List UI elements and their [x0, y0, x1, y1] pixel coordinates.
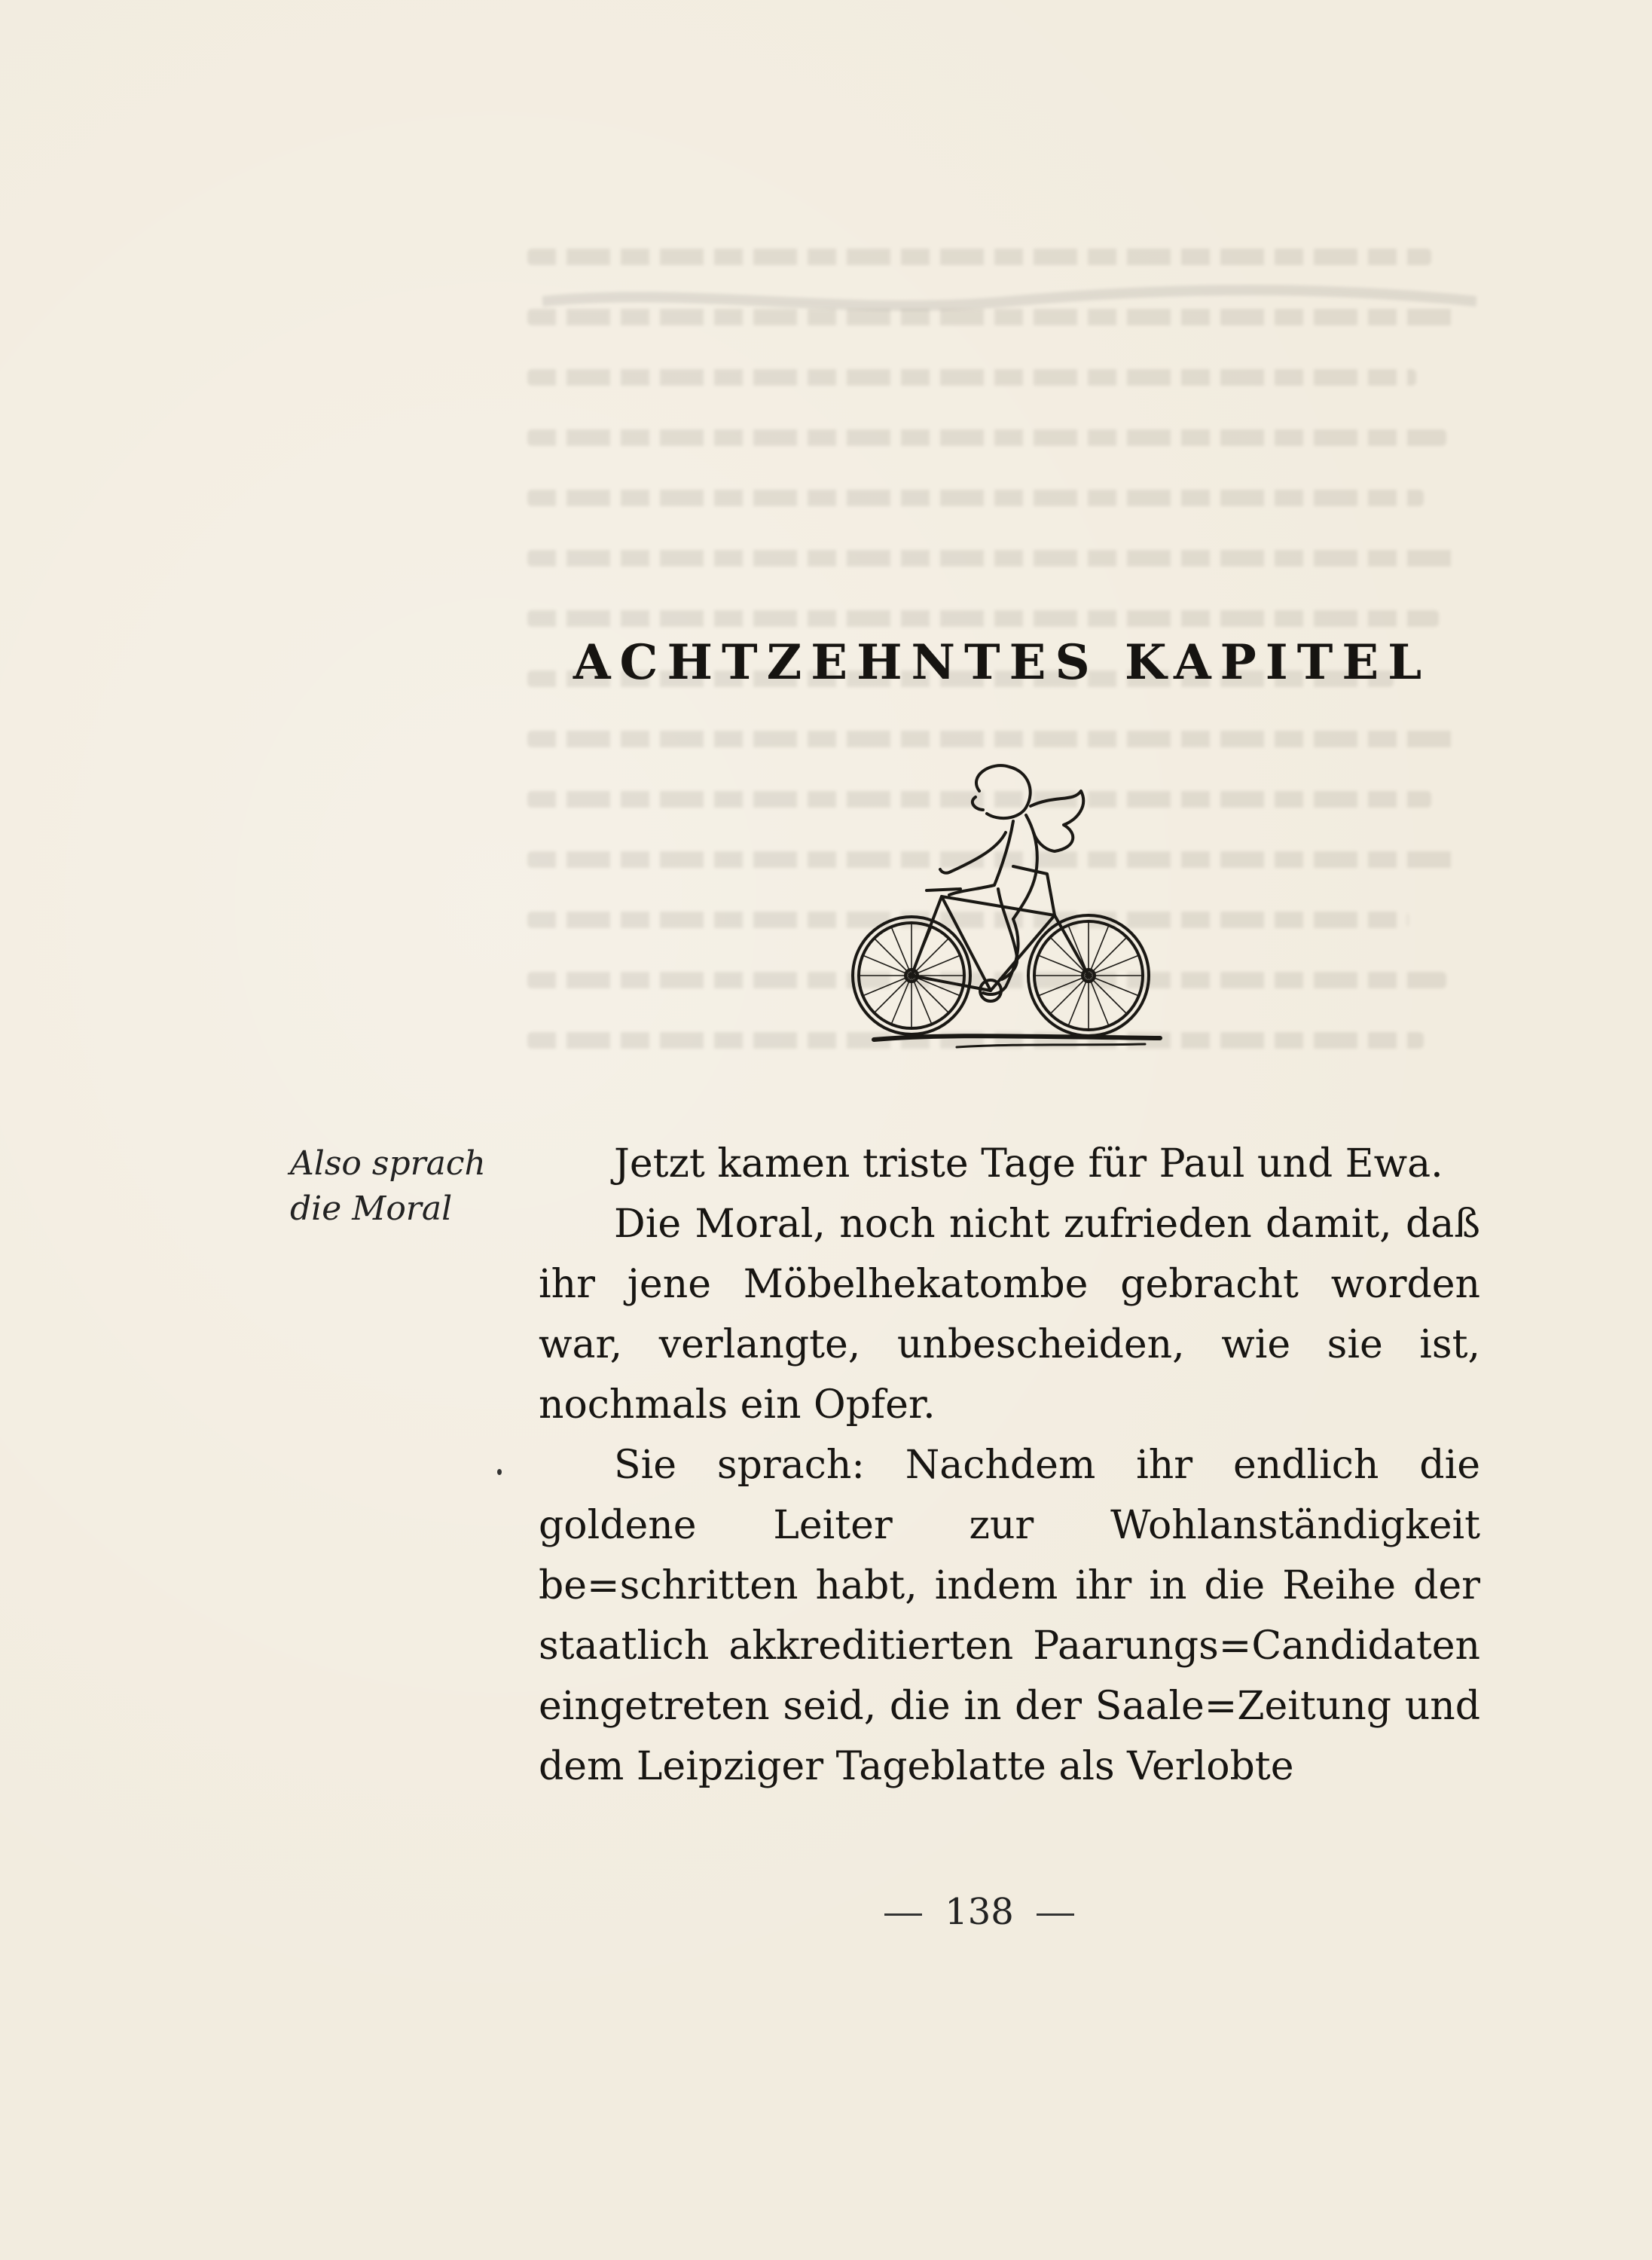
paragraph: Jetzt kamen triste Tage für Paul und Ewa. [614, 1141, 1443, 1186]
paragraph: Sie sprach: Nachdem ihr endlich die goldene Leiter zur Wohlanständigkeit be=schritten habt, indem ihr in die Reihe der staatlich akkreditierten Paarungs=Candidaten eingetreten seid, die in der Saale=Zeitung und dem Leipziger Tageblatte als Verlobte [539, 1443, 1480, 1789]
margin-note-line: Also sprach [290, 1144, 486, 1183]
chapter-title: ACHTZEHNTES KAPITEL [573, 634, 1431, 691]
margin-note-line: die Moral [290, 1190, 453, 1228]
paragraph: Die Moral, noch nicht zufrieden damit, daß ihr jene Möbelhekatombe gebracht worden war, verlangte, unbescheiden, wie sie ist, nochmals ein Opfer. [539, 1202, 1480, 1428]
body-text [539, 1134, 1480, 1797]
page-number-value: 138 [945, 1891, 1014, 1933]
page-number [829, 1891, 1130, 1933]
ink-speck [497, 1469, 502, 1475]
dash-right [1037, 1913, 1074, 1916]
cherub-on-bicycle-icon [829, 761, 1205, 1077]
margin-note [290, 1141, 539, 1232]
show-through-ornament [542, 279, 1476, 324]
dash-left [884, 1913, 922, 1916]
